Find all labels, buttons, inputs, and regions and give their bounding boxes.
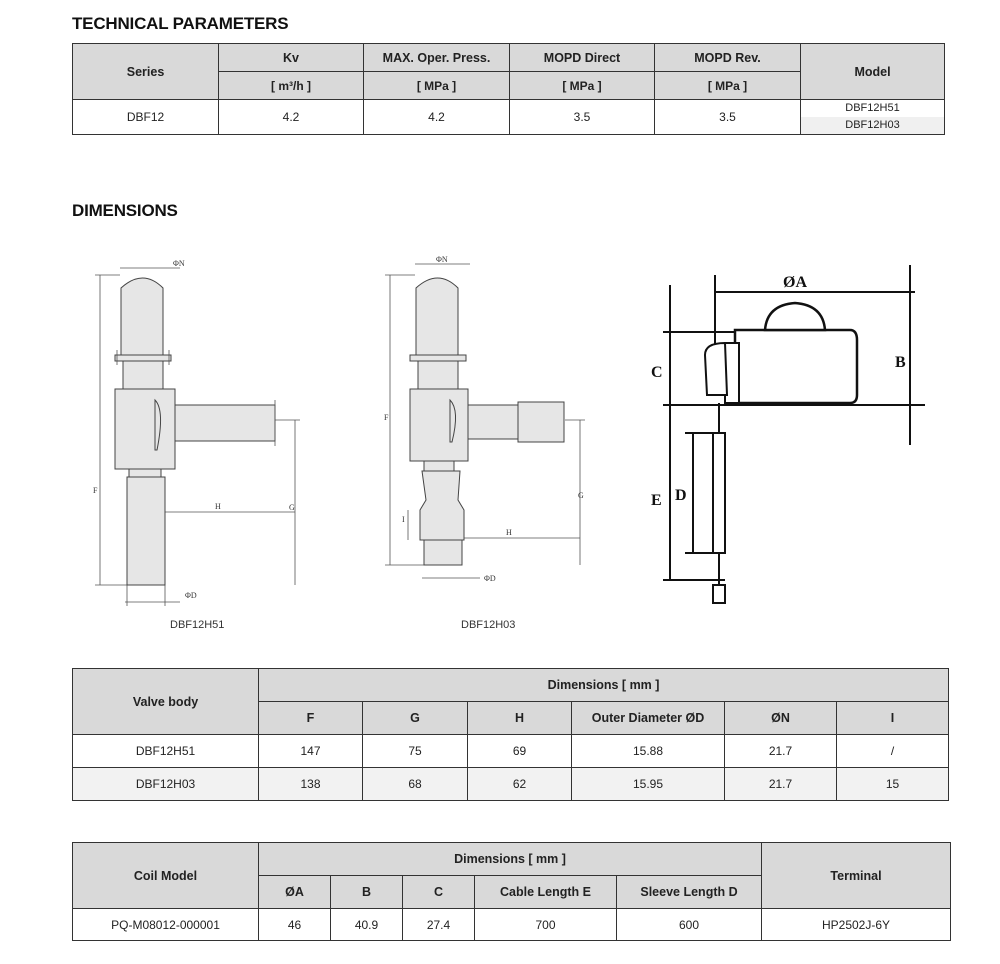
cell-h: 69: [468, 735, 572, 768]
label-g: G: [289, 503, 295, 512]
caption-dbf12h51: DBF12H51: [170, 619, 225, 631]
col-mopd-rev: MOPD Rev.: [655, 44, 801, 72]
col-valve-body: Valve body: [73, 669, 259, 735]
cell-i: /: [837, 735, 949, 768]
col-f: F: [259, 702, 363, 735]
cell-series: DBF12: [73, 100, 219, 135]
cell-terminal: HP2502J-6Y: [762, 909, 951, 941]
label-h: H: [215, 502, 221, 511]
label-n-2: ΦN: [436, 255, 448, 264]
col-dimensions: Dimensions [ mm ]: [259, 669, 949, 702]
col-coil-model: Coil Model: [73, 843, 259, 909]
cell-f: 147: [259, 735, 363, 768]
col-cable-length: Cable Length E: [475, 876, 617, 909]
dimensions-heading: DIMENSIONS: [72, 201, 178, 220]
cell-outer-diameter: 15.88: [572, 735, 725, 768]
label-d: ΦD: [185, 591, 197, 600]
col-mopd-r-unit: [ MPa ]: [655, 72, 801, 100]
caption-dbf12h03: DBF12H03: [461, 619, 516, 631]
col-c: C: [403, 876, 475, 909]
col-terminal: Terminal: [762, 843, 951, 909]
cell-n: 21.7: [725, 735, 837, 768]
label-i-2: I: [402, 515, 405, 524]
cell-n: 21.7: [725, 768, 837, 801]
table-row: [73, 768, 949, 801]
valve-drawing-dbf12h51: [85, 250, 315, 610]
label-g-2: G: [578, 491, 584, 500]
cell-mopd-r: 3.5: [655, 100, 801, 135]
col-mopd-d-unit: [ MPa ]: [510, 72, 655, 100]
col-kv-unit: [ m³/h ]: [219, 72, 364, 100]
label-h-2: H: [506, 528, 512, 537]
col-i: I: [837, 702, 949, 735]
label-b: B: [895, 354, 906, 371]
label-d-2: ΦD: [484, 574, 496, 583]
cell-name: DBF12H03: [73, 768, 259, 801]
tech-params-table: [72, 43, 945, 135]
cell-mopd-d: 3.5: [510, 100, 655, 135]
valve-dimensions-table: [72, 668, 949, 801]
cell-f: 138: [259, 768, 363, 801]
cell-name: DBF12H51: [73, 735, 259, 768]
cell-a: 46: [259, 909, 331, 941]
model-1: DBF12H51: [845, 102, 900, 114]
cell-b: 40.9: [331, 909, 403, 941]
col-mopd-direct: MOPD Direct: [510, 44, 655, 72]
col-max-oper-press: MAX. Oper. Press.: [364, 44, 510, 72]
label-f-2: F: [384, 413, 389, 422]
col-model: Model: [801, 44, 945, 100]
cell-kv: 4.2: [219, 100, 364, 135]
cell-g: 68: [363, 768, 468, 801]
col-coil-dimensions: Dimensions [ mm ]: [259, 843, 762, 876]
col-n: ØN: [725, 702, 837, 735]
col-a: ØA: [259, 876, 331, 909]
label-a: ØA: [783, 274, 807, 291]
col-h: H: [468, 702, 572, 735]
col-max-unit: [ MPa ]: [364, 72, 510, 100]
table-row: [73, 909, 951, 941]
label-f: F: [93, 486, 98, 495]
col-kv: Kv: [219, 44, 364, 72]
tech-params-heading: TECHNICAL PARAMETERS: [72, 14, 289, 33]
label-e: E: [651, 492, 662, 509]
valve-drawing-dbf12h03: [380, 250, 610, 590]
coil-table: [72, 842, 951, 941]
cell-cable-length: 700: [475, 909, 617, 941]
cell-model: [801, 100, 945, 135]
label-dd: D: [675, 487, 687, 504]
col-outer-diameter: Outer Diameter ØD: [572, 702, 725, 735]
cell-g: 75: [363, 735, 468, 768]
col-series: Series: [73, 44, 219, 100]
model-2: DBF12H03: [801, 117, 944, 134]
cell-i: 15: [837, 768, 949, 801]
cell-max: 4.2: [364, 100, 510, 135]
coil-drawing: [645, 255, 925, 615]
label-c: C: [651, 364, 663, 381]
table-row: [73, 735, 949, 768]
cell-sleeve-length: 600: [617, 909, 762, 941]
label-n: ΦN: [173, 259, 185, 268]
cell-h: 62: [468, 768, 572, 801]
cell-coil-model: PQ-M08012-000001: [73, 909, 259, 941]
cell-outer-diameter: 15.95: [572, 768, 725, 801]
cell-c: 27.4: [403, 909, 475, 941]
col-g: G: [363, 702, 468, 735]
col-b: B: [331, 876, 403, 909]
col-sleeve-length: Sleeve Length D: [617, 876, 762, 909]
